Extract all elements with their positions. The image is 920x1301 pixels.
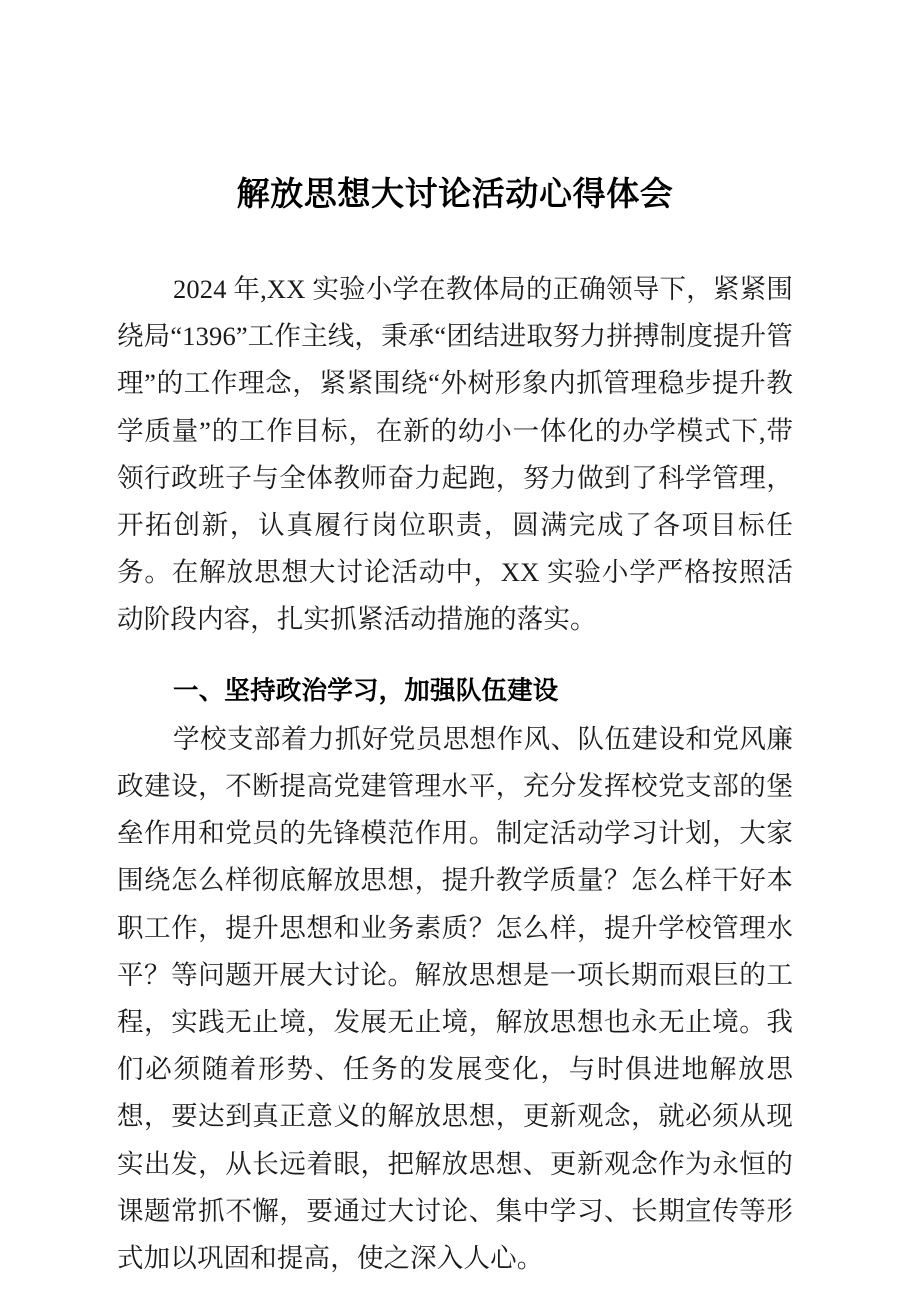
paragraph-political-study: 学校支部着力抓好党员思想作风、队伍建设和党风廉政建设，不断提高党建管理水平，充分发挥校党支部的堡垒作用和党员的先锋模范作用。制定活动学习计划，大家围绕怎么样彻底解放思想，提升教学质量？怎么样干好本职工作，提升思想和业务素质？怎么样，提升学校管理水平？等问题开展大讨论。解放思想是一项长期而艰巨的工程，实践无止境，发展无止境，解放思想也永无止境。我们必须随着形势、任务的发展变化，与时俱进地解放思想，要达到真正意义的解放思想，更新观念，就必须从现实出发，从长远着眼，把解放思想、更新观念作为永恒的课题常抓不懈，要通过大讨论、集中学习、长期宣传等形式加以巩固和提高，使之深入人心。	[117, 723, 793, 1274]
document-body	[117, 0, 793, 1282]
paragraph-intro: 2024 年,XX 实验小学在教体局的正确领导下，紧紧围绕局“1396”工作主线，秉承“团结进取努力拼搏制度提升管理”的工作理念，紧紧围绕“外树形象内抓管理稳步提升教学质量”的工作目标，在新的幼小一体化的办学模式下,带领行政班子与全体教师奋力起跑，努力做到了科学管理，开拓创新，认真履行岗位职责，圆满完成了各项目标任务。在解放思想大讨论活动中，XX 实验小学严格按照活动阶段内容，扎实抓紧活动措施的落实。	[117, 274, 793, 635]
page-title: 解放思想大讨论活动心得体会	[236, 175, 674, 212]
section-heading-political-study: 一、坚持政治学习，加强队伍建设	[173, 676, 559, 705]
